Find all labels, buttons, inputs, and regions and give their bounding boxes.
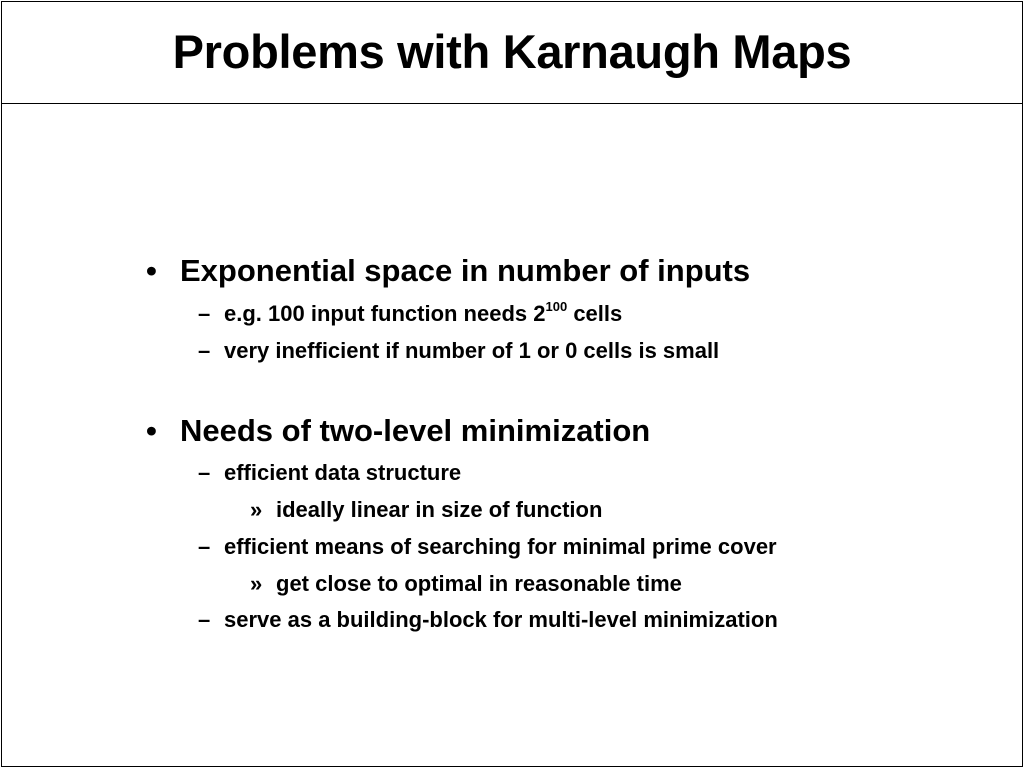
bullet-marker: • (146, 253, 157, 288)
sub-sub-bullet-marker: » (250, 497, 263, 522)
sub-bullet-1-1 (224, 301, 622, 327)
sub-sub-bullet-2-1-1: ideally linear in size of function (276, 497, 603, 522)
exponent: 100 (545, 299, 568, 314)
sub-sub-bullet-marker: » (250, 571, 263, 596)
slide-title: Problems with Karnaugh Maps (172, 25, 852, 78)
sub-bullet-2-2: efficient means of searching for minimal prime cover (224, 534, 777, 559)
sub-bullet-marker: – (198, 534, 211, 559)
sub-bullet-2-3: serve as a building-block for multi-level minimization (224, 607, 778, 632)
slide (1, 1, 1023, 767)
bullet-marker: • (146, 413, 157, 448)
sub-sub-bullet-2-2-1: get close to optimal in reasonable time (276, 571, 682, 596)
sub-bullet-marker: – (198, 607, 211, 632)
sub-bullet-1-1-text: e.g. 100 input function needs 2 (224, 301, 546, 326)
sub-bullet-marker: – (198, 460, 211, 485)
sub-bullet-2-1: efficient data structure (224, 460, 462, 485)
sub-bullet-1-2: very inefficient if number of 1 or 0 cells is small (224, 338, 720, 363)
slide-body (2, 2, 1022, 766)
sub-bullet-marker: – (198, 338, 211, 363)
bullet-2-text: Needs of two-level minimization (180, 413, 651, 448)
sub-bullet-1-1-suffix: cells (567, 301, 623, 326)
bullet-1-text: Exponential space in number of inputs (180, 253, 751, 288)
sub-bullet-marker: – (198, 301, 211, 326)
